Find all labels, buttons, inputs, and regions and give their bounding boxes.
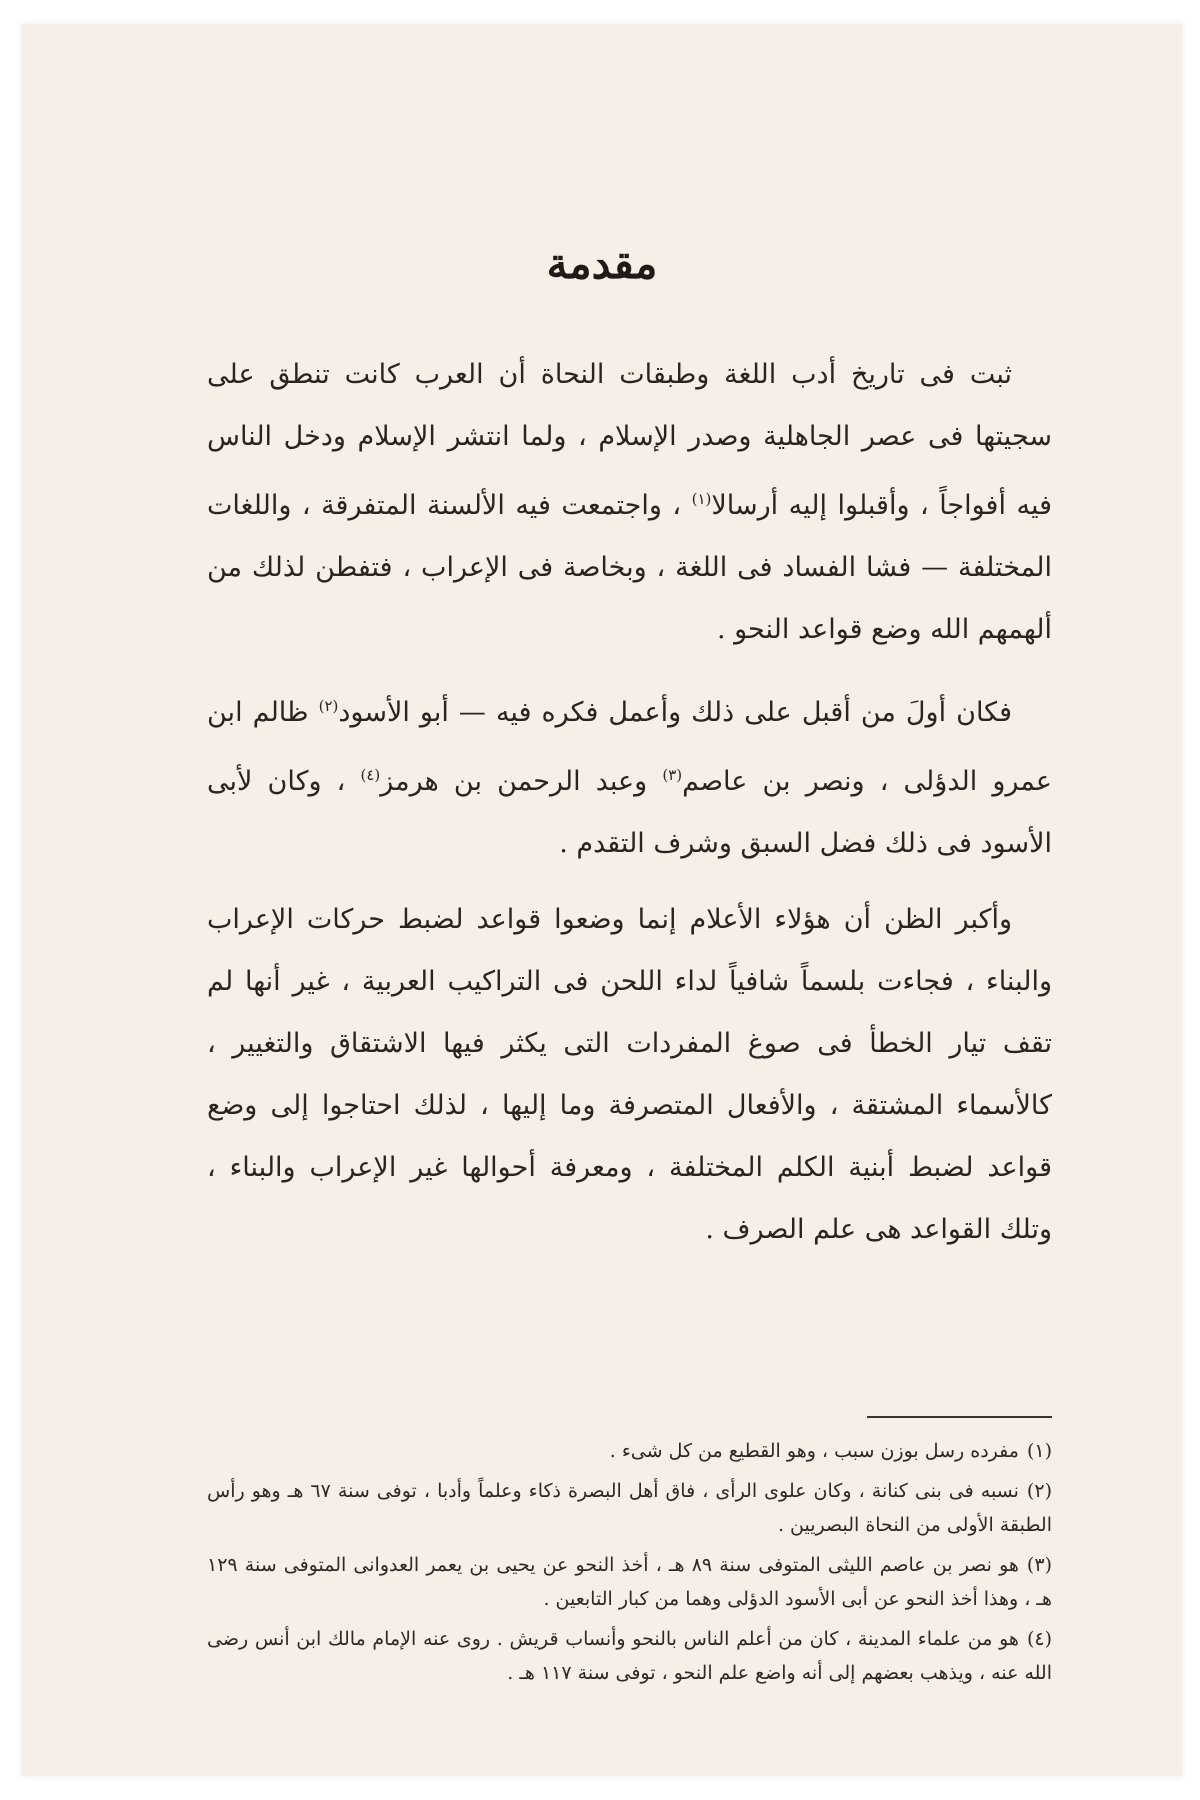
footnote-3 [207, 1548, 1052, 1616]
footnote-ref-4[interactable]: (٤) [360, 766, 381, 784]
paragraph-text: ، واجتمعت فيه الألسنة المتفرقة ، واللغات المختلفة — فشا الفساد فى اللغة ، وبخاصة فى الإعراب ، فتفطن لذلك من ألهمهم الله وضع قواعد النحو . [207, 490, 1052, 645]
footnote-divider [867, 1416, 1052, 1418]
paragraph-text: ثبت فى تاريخ أدب اللغة وطبقات النحاة أن العرب كانت تنطق على سجيتها فى عصر الجاهلية وصدر الإسلام ، ولما انتشر الإسلام ودخل الناس فيه أفواجاً ، وأقبلوا إليه أرسالا [207, 359, 1052, 521]
footnote-text: مفرده رسل بوزن سبب ، وهو القطيع من كل شىء . [609, 1440, 1019, 1462]
footnotes [207, 1434, 1052, 1696]
book-page [22, 24, 1182, 1776]
paragraph-1 [207, 344, 1052, 661]
footnote-text: نسبه فى بنى كنانة ، وكان علوى الرأى ، فاق أهل البصرة ذكاء وعلماً وأدبا ، توفى سنة ٦٧ هـ وهو رأس الطبقة الأولى من النحاة البصريين . [207, 1480, 1052, 1536]
paragraph-text: ظالم ابن عمرو الدؤلى ، ونصر بن عاصم [207, 697, 1053, 797]
paragraph-text: فكان أولَ من أقبل على ذلك وأعمل فكره فيه — أبو الأسود [338, 697, 1012, 728]
paragraph-3 [207, 889, 1052, 1261]
footnote-ref-3[interactable]: (٣) [662, 766, 683, 784]
footnote-4 [207, 1622, 1052, 1690]
page-title: مقدمة [546, 239, 658, 288]
footnote-text: هو نصر بن عاصم الليثى المتوفى سنة ٨٩ هـ ، أخذ النحو عن يحيى بن يعمر العدوانى المتوفى سنة ١٢٩ هـ ، وهذا أخذ النحو عن أبى الأسود الدؤلى وهما من كبار التابعين . [207, 1554, 1052, 1610]
footnote-1 [207, 1434, 1052, 1468]
footnote-text: هو من علماء المدينة ، كان من أعلم الناس بالنحو وأنساب قريش . روى عنه الإمام مالك ابن أنس رضى الله عنه ، ويذهب بعضهم إلى أنه واضع علم النحو ، توفى سنة ١١٧ هـ . [207, 1628, 1052, 1684]
paragraph-2 [207, 675, 1052, 875]
footnote-2 [207, 1474, 1052, 1542]
paragraph-text: ، وكان لأبى الأسود فى ذلك فضل السبق وشرف التقدم . [207, 766, 1052, 859]
footnote-ref-2[interactable]: (٢) [318, 697, 339, 715]
paragraph-text: وأكبر الظن أن هؤلاء الأعلام إنما وضعوا قواعد لضبط حركات الإعراب والبناء ، فجاءت بلسماً شافياً لداء اللحن فى التراكيب العربية ، غير أنها لم تقف تيار الخطأ فى صوغ المفردات التى يكثر فيها الاشتقاق والتغيير ، كالأسماء المشتقة ، والأفعال المتصرفة وما إليها ، لذلك احتاجوا إلى وضع قواعد لضبط أبنية الكلم المختلفة ، ومعرفة أحوالها غير الإعراب والبناء ، وتلك القواعد هى علم الصرف . [207, 904, 1052, 1245]
footnote-number: (٣) [1026, 1554, 1052, 1576]
main-text [207, 344, 1052, 1275]
footnote-number: (٤) [1026, 1628, 1052, 1650]
footnote-number: (١) [1026, 1440, 1052, 1462]
paragraph-text: وعبد الرحمن بن هرمز [380, 766, 663, 797]
footnote-number: (٢) [1026, 1480, 1052, 1502]
footnote-ref-1[interactable]: (١) [691, 490, 712, 508]
